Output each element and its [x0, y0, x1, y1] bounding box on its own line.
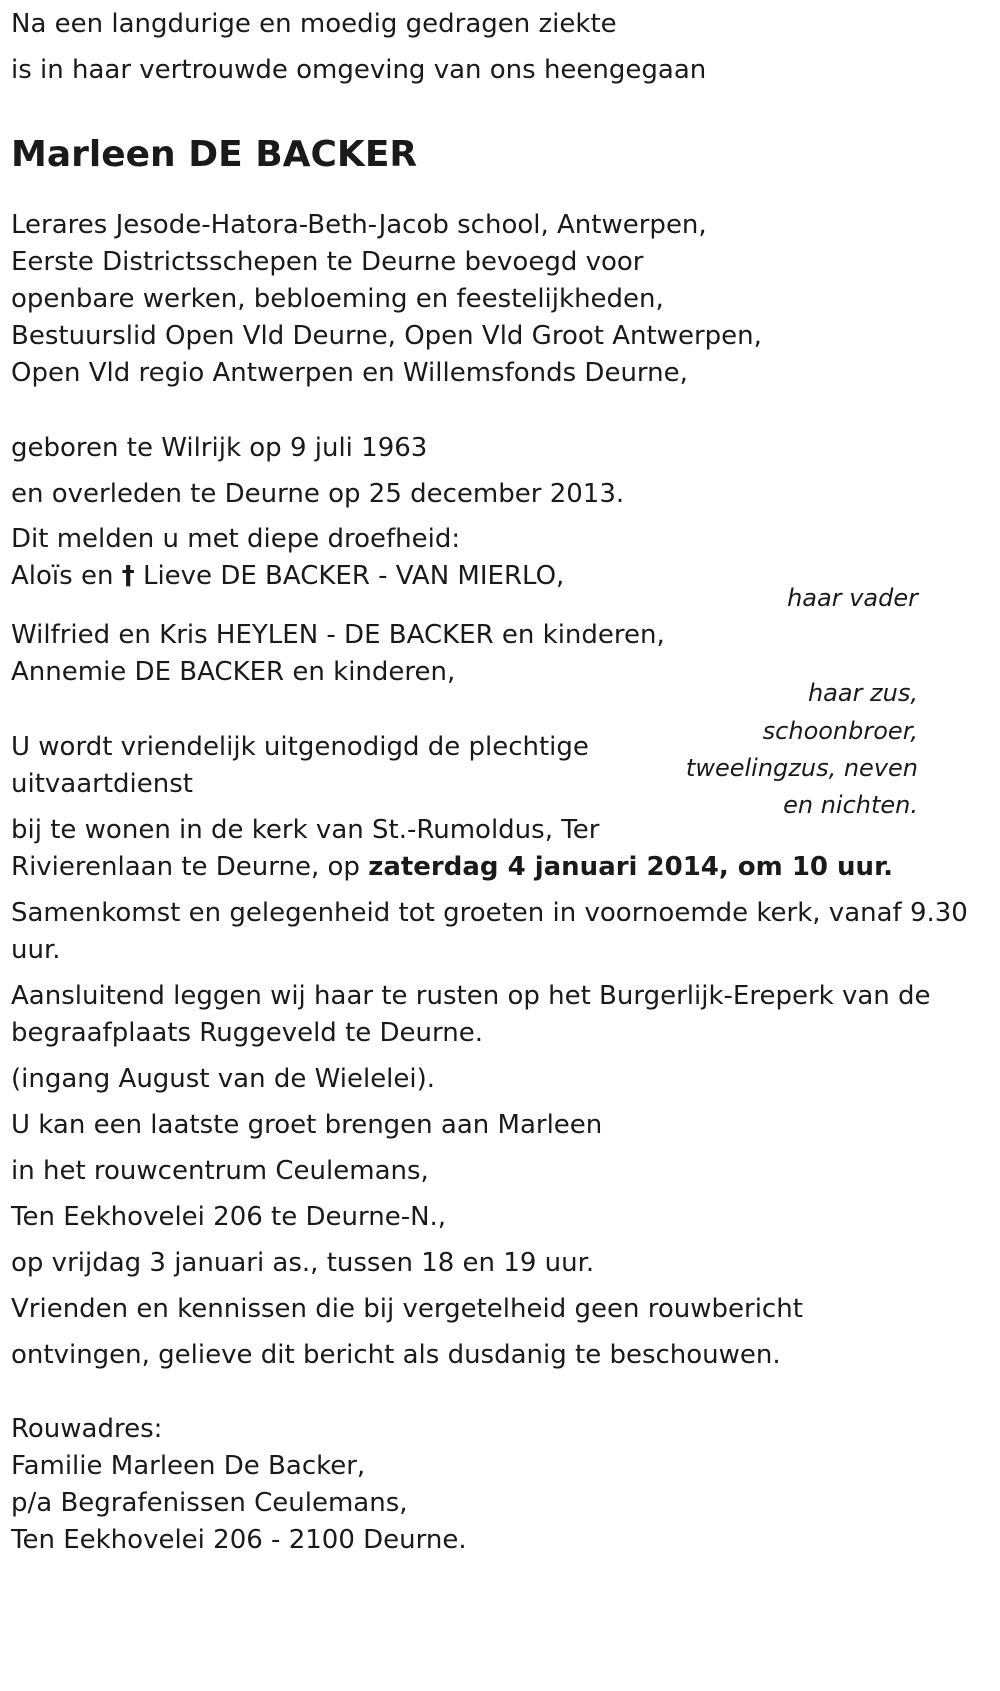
notice-line: Vrienden en kennissen die bij vergetelheid geen rouwbericht — [11, 1294, 803, 1324]
invitation-place: Rivierenlaan te Deurne, op — [11, 852, 369, 882]
announce-line: Dit melden u met diepe droefheid: — [11, 524, 461, 554]
invitation-line-4 — [11, 851, 893, 883]
cross-icon: † — [121, 561, 135, 591]
notice-line: ontvingen, gelieve dit bericht als dusdanig te beschouwen. — [11, 1340, 781, 1370]
address-label: Rouwadres: — [11, 1414, 163, 1444]
sibling-role: en nichten. — [783, 791, 918, 819]
function-line: openbare werken, bebloeming en feestelijkheden, — [11, 284, 664, 314]
invitation-line-3: bij te wonen in de kerk van St.-Rumoldus, Ter — [11, 815, 600, 845]
invitation-line-1: U wordt vriendelijk uitgenodigd de plechtige — [11, 732, 589, 762]
function-line: Eerste Districtsschepen te Deurne bevoegd voor — [11, 247, 644, 277]
father-line — [11, 560, 564, 592]
address-line: p/a Begrafenissen Ceulemans, — [11, 1488, 408, 1518]
sibling-line: Annemie DE BACKER en kinderen, — [11, 657, 456, 687]
father-line-suffix: Lieve DE BACKER - VAN MIERLO, — [134, 561, 565, 591]
address-line: Ten Eekhovelei 206 - 2100 Deurne. — [11, 1525, 467, 1555]
intro-line-1: Na een langdurige en moedig gedragen ziekte — [11, 9, 617, 39]
intro-line-2: is in haar vertrouwde omgeving van ons heengegaan — [11, 55, 707, 85]
death-line: en overleden te Deurne op 25 december 2013. — [11, 479, 625, 509]
burial-line-2: begraafplaats Ruggeveld te Deurne. — [11, 1018, 483, 1048]
address-line: Familie Marleen De Backer, — [11, 1451, 366, 1481]
visitation-line: U kan een laatste groet brengen aan Marleen — [11, 1110, 603, 1140]
invitation-line-2: uitvaartdienst — [11, 769, 193, 799]
visitation-line: op vrijdag 3 januari as., tussen 18 en 19 uur. — [11, 1248, 595, 1278]
function-line: Lerares Jesode-Hatora-Beth-Jacob school, Antwerpen, — [11, 210, 707, 240]
gathering-line-2: uur. — [11, 935, 61, 965]
birth-line: geboren te Wilrijk op 9 juli 1963 — [11, 433, 428, 463]
sibling-role: haar zus, — [807, 679, 918, 707]
sibling-role: tweelingzus, neven — [685, 754, 918, 782]
visitation-line: in het rouwcentrum Ceulemans, — [11, 1156, 429, 1186]
function-line: Open Vld regio Antwerpen en Willemsfonds Deurne, — [11, 358, 688, 388]
service-datetime: zaterdag 4 januari 2014, om 10 uur. — [368, 852, 894, 882]
visitation-line: Ten Eekhovelei 206 te Deurne-N., — [11, 1202, 447, 1232]
father-role: haar vader — [787, 584, 918, 612]
sibling-role: schoonbroer, — [762, 717, 918, 745]
burial-line-1: Aansluitend leggen wij haar te rusten op het Burgerlijk-Ereperk van de — [11, 981, 931, 1011]
father-line-prefix: Aloïs en — [11, 561, 122, 591]
function-line: Bestuurslid Open Vld Deurne, Open Vld Groot Antwerpen, — [11, 321, 762, 351]
burial-line-3: (ingang August van de Wielelei). — [11, 1064, 436, 1094]
sibling-line: Wilfried en Kris HEYLEN - DE BACKER en kinderen, — [11, 620, 665, 650]
gathering-line-1: Samenkomst en gelegenheid tot groeten in voornoemde kerk, vanaf 9.30 — [11, 898, 968, 928]
deceased-name: Marleen DE BACKER — [11, 134, 418, 175]
